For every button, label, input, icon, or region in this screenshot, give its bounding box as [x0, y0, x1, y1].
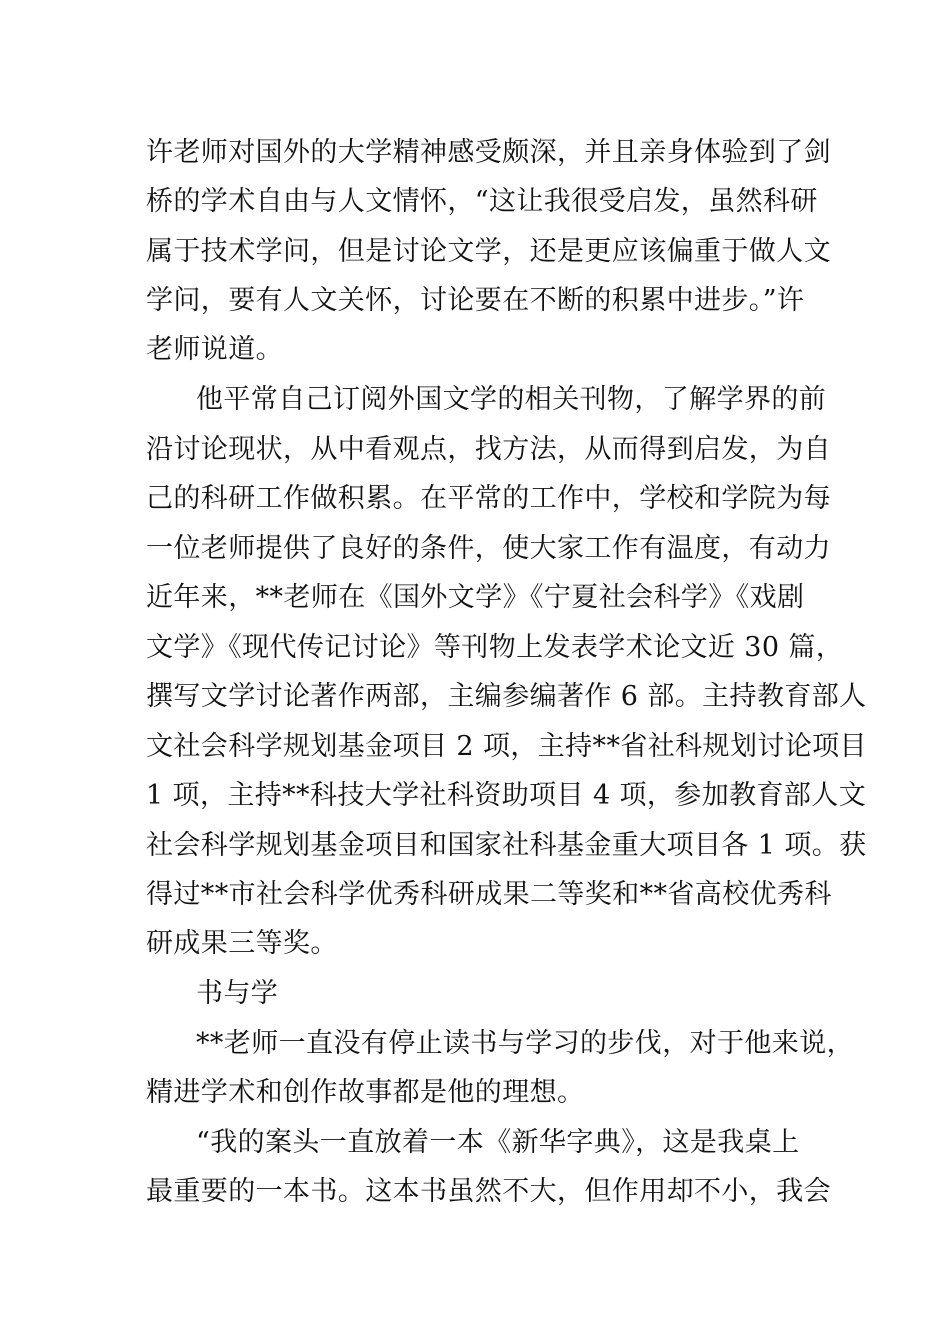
p2-line-11: 得过**市社会科学优秀科研成果二等奖和**省高校优秀科: [146, 879, 832, 910]
p2-line-8: 文社会科学规划基金项目 2 项，主持**省社科规划讨论项目: [146, 731, 867, 762]
p2-line-3: 己的科研工作做积累。在平常的工作中，学校和学院为每: [146, 483, 831, 514]
p4-line-1: “我的案头一直放着一本《新华字典》，这是我桌上: [196, 1127, 800, 1158]
p3-line-2: 精进学术和创作故事都是他的理想。: [146, 1077, 585, 1108]
p2-line-6: 文学》《现代传记讨论》等刊物上发表学术论文近 30 篇，: [146, 632, 844, 663]
p3-line-1: **老师一直没有停止读书与学习的步伐，对于他来说，: [196, 1028, 854, 1059]
p2-line-7: 撰写文学讨论著作两部，主编参编著作 6 部。主持教育部人: [146, 681, 867, 712]
p1-line-4: 学问，要有人文关怀，讨论要在不断的积累中进步。”许: [146, 285, 805, 316]
section-heading: 书与学: [196, 978, 279, 1009]
p2-line-4: 一位老师提供了良好的条件，使大家工作有温度，有动力: [146, 533, 831, 564]
p2-line-9: 1 项，主持**科技大学社科资助项目 4 项，参加教育部人文: [146, 780, 867, 811]
p2-line-1: 他平常自己订阅外国文学的相关刊物，了解学界的前: [196, 384, 827, 415]
p2-line-10: 社会科学规划基金项目和国家社科基金重大项目各 1 项。获: [146, 830, 867, 861]
p1-line-2: 桥的学术自由与人文情怀，“这让我很受启发，虽然科研: [146, 186, 818, 217]
p1-line-1: 许老师对国外的大学精神感受颇深，并且亲身体验到了剑: [146, 137, 831, 168]
p1-line-5: 老师说道。: [146, 334, 283, 365]
p2-line-5: 近年来，**老师在《国外文学》《宁夏社会科学》《戏剧: [146, 582, 805, 613]
p2-line-12: 研成果三等奖。: [146, 928, 338, 959]
p4-line-2: 最重要的一本书。这本书虽然不大，但作用却不小，我会: [146, 1176, 831, 1207]
p2-line-2: 沿讨论现状，从中看观点，找方法，从而得到启发，为自: [146, 434, 831, 465]
p1-line-3: 属于技术学问，但是讨论文学，还是更应该偏重于做人文: [146, 236, 831, 267]
